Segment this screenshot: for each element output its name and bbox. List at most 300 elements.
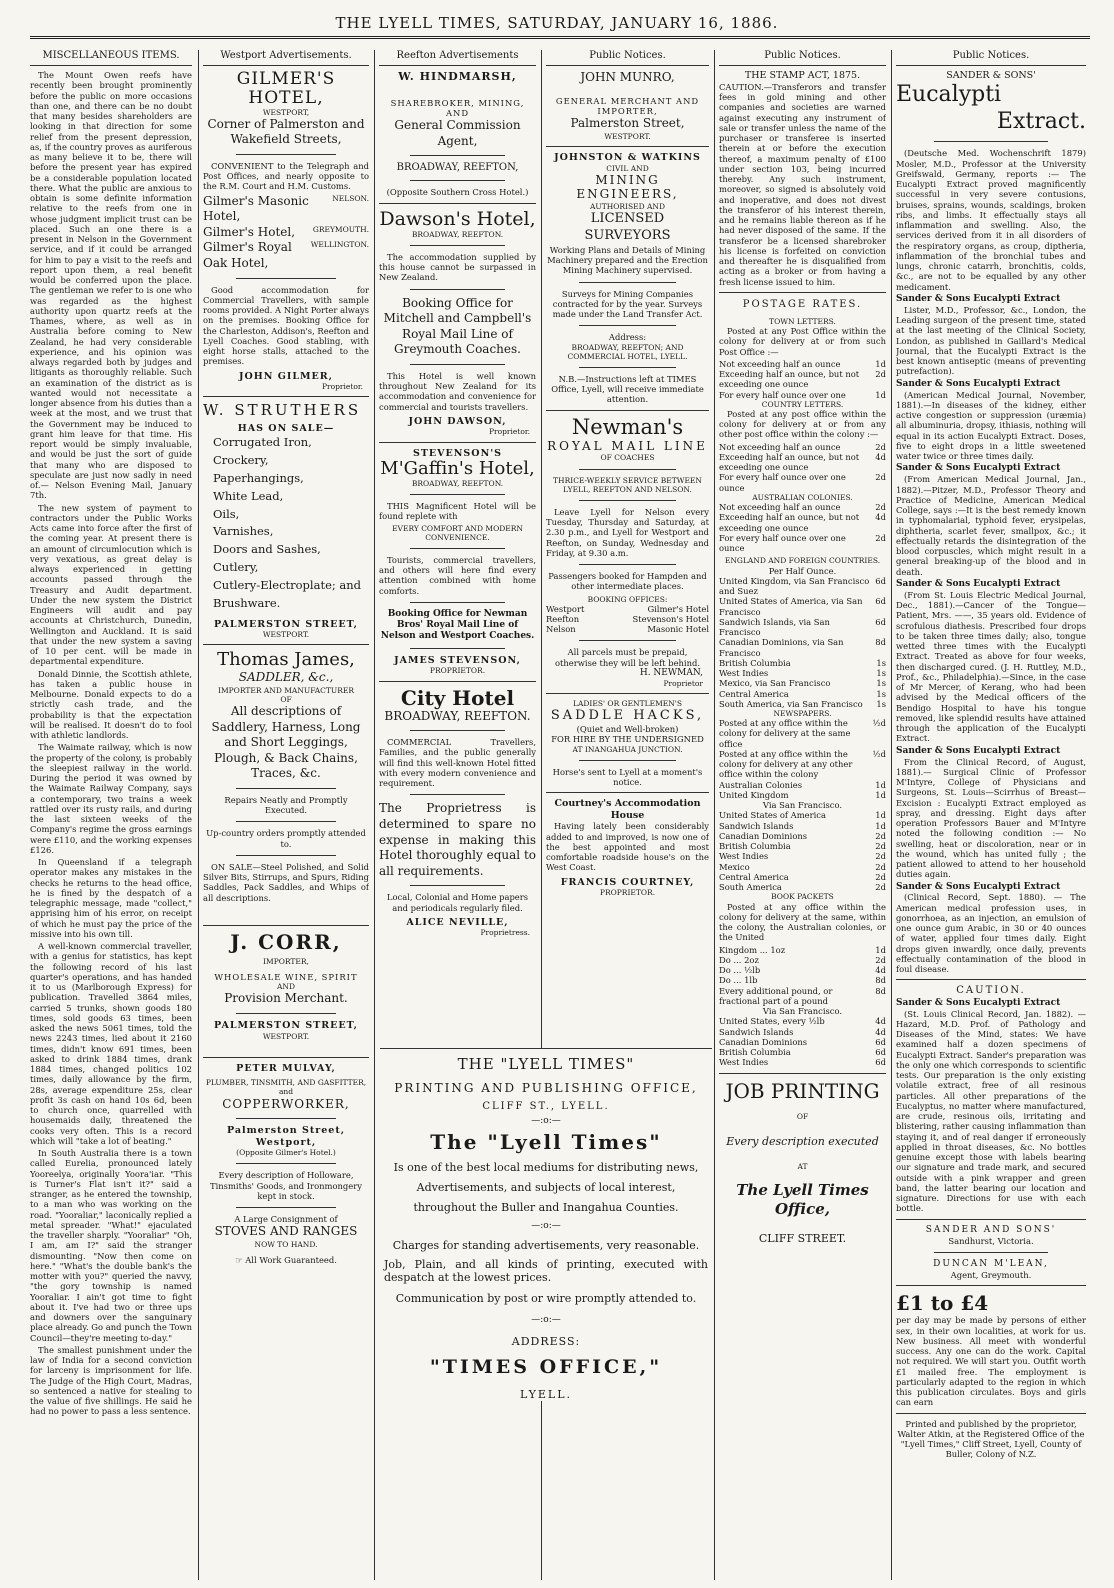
article-paragraph: A well-known commercial traveller, with a genius for statistics, has kept the following record of his last quarter's operations, and has handed it to us (Marlborough Express) for publication. Travelled 3864 miles, carried 5 trunks, shown goods 180 times, sold goods 63 times, been asked the news 5061 times, told the news 2243 times, lied about it 2160 times, didn't know 691 times, been asked to drink 1884 times, drank 1884 times, changed politics 102 times, daily allowance by the firm, 28s, average expenditure 25s, clear profit 3s cash on hand 10s 6d, been to church once, quarrelled with housemaids daily, threatened the cooks very often. This is a record which will "take a lot of beating." — [30, 941, 192, 1146]
rate-label: For every half ounce over one — [719, 389, 846, 400]
subhead: Sander & Sons Eucalypti Extract — [896, 463, 1061, 474]
note: (Opposite Gilmer's Hotel.) — [236, 1148, 336, 1158]
rate-table — [719, 1016, 886, 1067]
divider — [410, 364, 504, 365]
mulvay-title: PETER MULVAY, — [236, 1062, 336, 1074]
ad-text: Agent, Greymouth. — [950, 1269, 1032, 1280]
divider — [546, 146, 709, 147]
rate-label: United Kingdom, via San Francisco and Suez — [719, 575, 870, 597]
rate-row — [719, 780, 886, 790]
rate-label: Exceeding half an ounce, but not exceeding one ounce — [719, 369, 860, 390]
ad-text: ON SALE—Steel Polished, and Solid Silver Bits, Stirrups, and Spurs, Riding Saddles, Pack Saddles, and Whips of all descriptions. — [203, 861, 369, 903]
trade: COPPERWORKER, — [222, 1096, 350, 1111]
proprietor-title: Proprietress. — [480, 928, 530, 938]
office-town: Nelson — [546, 624, 576, 635]
rate-label: Mexico, via San Francisco — [719, 678, 831, 689]
rate-value: 1s — [876, 678, 886, 689]
courtney-title: Courtney's Accommodation House — [554, 798, 701, 821]
trade: LICENSED SURVEYORS — [584, 211, 671, 244]
ad-text: Leave Lyell for Nelson every Tuesday, Thursday and Saturday, at 2.30 p.m., and Lyell for Westport and Reefton, on Sunday, Wednesday and Friday, at 9.30 a.m. — [546, 506, 709, 558]
on-sale: HAS ON SALE— — [237, 422, 335, 434]
rate-row — [719, 1037, 886, 1047]
ad-text: Address: — [608, 332, 647, 343]
rate-row — [719, 821, 886, 831]
proprietor-name: H. NEWMAN, — [639, 667, 703, 678]
note: (Opposite Southern Cross Hotel.) — [386, 187, 529, 198]
city-hotel-title: City Hotel — [400, 685, 515, 710]
divider — [410, 155, 504, 156]
column-rule — [714, 50, 715, 1580]
trade: LADIES' OR GENTLEMEN'S — [572, 699, 682, 709]
jw-title: JOHNSTON & WATKINS — [554, 152, 701, 164]
thomas-james-title: Thomas James, — [217, 649, 355, 671]
hotel-name: Gilmer's Masonic Hotel, — [203, 193, 309, 224]
rate-label: Canadian Dominions, via San Francisco — [719, 637, 844, 658]
rate-row — [719, 831, 886, 841]
column-public-notices-1 — [546, 50, 709, 1030]
ad-text: CLIFF STREET. — [758, 1231, 847, 1245]
subhead: Via San Francisco. — [762, 1006, 843, 1017]
divider — [236, 1163, 336, 1164]
rate-label: British Columbia — [719, 841, 791, 852]
article-paragraph: The smallest punishment under the law of India for a second conviction for larceny is imprisonment for life. The Judge of the High Court, Madras, so sentenced a native for stealing to the value of five shillings. He said he had no power to pass a less sentence. — [30, 1344, 192, 1417]
ad-text: Communication by post or wire promptly attended to. — [395, 1292, 697, 1306]
subhead: COUNTRY LETTERS. — [761, 399, 844, 409]
rate-row — [719, 841, 886, 851]
ad-text: CAUTION.—Transferors and transfer fees in gold mining and other companies and societies are warned against executing any instrument of sale or transfer unless the name of the purchaser or transferee is inserted therein at or before the execution thereof, a maximum penalty of £100 under section 103, being incurred thereby. Any such instrument, moreover, so signed is absolutely void and inoperative, and does not divest the transferor of his interest therein, and he remains liable thereon as if he had never disposed of the same. If the transferor be a licensed sharebroker his license is forfeited on conviction and thereafter he is disqualified from acting as a broker or from having a fresh license issued to him. — [719, 81, 886, 287]
rate-value: 4d — [875, 512, 886, 523]
testimonial: (From American Medical Journal, Jan., 1882).—Pitzer, M.D., Professor Theory and Practice of Medicine, American Medical College, says :—It is the best remedy known in typhomalarial, typhoid fever, erysipelas, diphtheria, scarlet fever, smallpox, &c.; it effectually retards the disintegration of the blood corpuscles, which might result in a general breaking-up of the blood and in death. — [896, 474, 1086, 577]
column-rule — [891, 50, 892, 1580]
rate-row — [719, 955, 886, 965]
article-paragraph: In Queensland if a telegraph operator makes any mistakes in the checks he returns to the head office, he is fined by the despatch of a telegraphic message, made "collect," apprising him of his error, on receipt of which he must pay the price of the missive into his own till. — [30, 857, 192, 939]
divider — [546, 410, 709, 411]
column-rule — [374, 50, 375, 1580]
subhead: Sander & Sons Eucalypti Extract — [896, 745, 1061, 756]
proprietor-name: JAMES STEVENSON, — [394, 654, 521, 666]
trade: SHAREBROKER, MINING, AND — [390, 97, 525, 118]
newman-title: Newman's — [571, 414, 684, 439]
masthead: THE LYELL TIMES, SATURDAY, JANUARY 16, 1886. — [335, 14, 779, 32]
divider — [579, 469, 677, 470]
sander-title: SANDER & SONS' — [946, 70, 1036, 82]
rate-label: Every additional pound, or fractional part of a pound — [719, 985, 833, 1006]
rate-label: Do ... 1lb — [719, 975, 758, 986]
trade: SADDLER, &c., — [238, 670, 334, 685]
munro-title: JOHN MUNRO, — [580, 70, 675, 85]
rate-label: West Indies — [719, 668, 769, 679]
trade: MINING ENGINEERS, — [576, 172, 679, 202]
rate-value: 2d — [875, 882, 886, 893]
town: WESTPORT. — [604, 131, 651, 141]
trade: IMPORTER, — [263, 956, 309, 966]
stamp-title: THE STAMP ACT, 1875. — [744, 70, 861, 82]
rate-row — [719, 658, 886, 668]
lyell-times-ad — [380, 1048, 712, 1401]
rate-label: Posted at any office within the colony for delivery at the same office — [719, 718, 851, 749]
rate-label: United States, every ½lb — [719, 1016, 825, 1027]
ad-text: THRICE-WEEKLY SERVICE BETWEEN LYELL, REEFTON AND NELSON. — [553, 475, 702, 494]
ad-text: (Quiet and Well-broken) — [576, 724, 679, 735]
ad-text: The accommodation supplied by this house cannot be surpassed in New Zealand. — [379, 251, 536, 283]
column-heading: Public Notices. — [896, 50, 1086, 66]
ad-text: (St. Louis Clinical Record, Jan. 1882). —Hazard, M.D. Prof. of Pathology and Diseases of the Mind, states: We have examined half a dozen specimens of Eucalypti Extract. Sander's preparation was the only one which corresponds to scientific tests. Our preparation is the only existing volatile extract, free of all resinous particles. All other preparations of the Eucalyptus, no matter where manufactured, are crude, resinous oils, irritating and blistering, rather causing inflammation than staying it, and of real danger if erroneously applied in throat diseases, &c. No bottles genuine except those with labels bearing our signature and trade mark, and secured outside with a pink wrapper and green band, the latter bearing our location and signature. Directions for use with each bottle. — [896, 1008, 1086, 1214]
column-heading: MISCELLANEOUS ITEMS. — [30, 50, 192, 66]
subhead: Sander & Sons Eucalypti Extract — [896, 293, 1061, 304]
stoves: STOVES AND RANGES — [214, 1224, 358, 1239]
ad-text: COMMERCIAL Travellers, Families, and the public generally will find this well-known Hotel fitted with every modern convenience and requirement. — [379, 737, 536, 789]
ad-text: Repairs Neatly and Promptly Executed. — [224, 794, 348, 816]
divider — [579, 760, 677, 761]
trade: WHOLESALE WINE, SPIRIT — [214, 972, 358, 983]
testimonial: Lister, M.D., Professor, &c., London, the Leading surgeon of the present time, stated at the last meeting of the Clinical Society, London, as published in Gaillard's Medical Journal, that the Eucalypti Extract is the best known antiseptic (means of preventing putrefaction). — [896, 304, 1086, 377]
rate-value: 1d — [875, 789, 886, 800]
subhead: Sander & Sons Eucalypti Extract — [896, 578, 1061, 589]
ad-text: AT INANGAHUA JUNCTION. — [572, 744, 683, 754]
rate-value: 2d — [875, 954, 886, 965]
divider — [236, 855, 336, 856]
goods-item: Crockery, — [213, 453, 269, 468]
goods-item: White Lead, — [213, 488, 284, 503]
testimonial: (American Medical Journal, November, 1881).—In diseases of the kidney, either active congestion or suppression (uræmia) all albuminuria, dropsy, ithiasis, nothing will equal in its action Eucalypti Extract. Doses, five to eight drops in a little sweetened water twice or three times daily. — [896, 389, 1086, 462]
ad-text: A Large Consignment of — [234, 1214, 338, 1225]
ad-text: Surveys for Mining Companies contracted for by the year. Surveys made under the Land Transfer Act. — [552, 288, 703, 320]
stevenson: STEVENSON'S — [412, 447, 503, 459]
goods-item: Cutlery, — [213, 560, 259, 575]
rate-row — [719, 359, 886, 369]
ad-text: Local, Colonial and Home papers and periodicals regularly filed. — [386, 892, 529, 913]
masthead-rule — [30, 36, 1090, 39]
rate-value: 1s — [876, 657, 886, 668]
rate-row — [719, 452, 886, 473]
rate-value: 2d — [875, 472, 886, 483]
ad-text: Booking Office for Newman Bros' Royal Mail Line of Nelson and Westport Coaches. — [380, 608, 535, 641]
ornament: —:o:— — [531, 1315, 561, 1326]
divider — [896, 979, 1086, 980]
rate-row — [719, 1027, 886, 1037]
column-heading: Westport Advertisements. — [203, 50, 369, 66]
ad-text: Job, Plain, and all kinds of printing, executed with despatch at the lowest prices. — [384, 1258, 708, 1285]
caution-title: CAUTION. — [956, 985, 1026, 997]
times-office: "TIMES OFFICE," — [429, 1356, 663, 1379]
rate-label: United Kingdom — [719, 789, 789, 800]
rate-label: Do ... 2oz — [719, 954, 759, 965]
column-rule — [198, 50, 199, 1580]
article-paragraph: The new system of payment to contractors under the Public Works Acts came into force after the first of the coming year. At present there is an amount of circumlocution which is very vexatious, as great delay is always experienced in getting accounts passed through the Treasury and Audit department. Under the new system the District Engineers will audit and pay accounts at Christchurch, Dunedin, Wellington and Auckland. It is said that under the new system a saving of 10 per cent. will be made in departmental expenditure. — [30, 502, 192, 667]
column-heading: Reefton Advertisements — [379, 50, 536, 66]
rate-value: 4d — [875, 451, 886, 462]
ad-text: All parcels must be prepaid, otherwise they will be left behind. — [554, 647, 701, 668]
rate-value: 2d — [875, 369, 886, 380]
divider — [203, 644, 369, 645]
divider — [934, 1252, 1048, 1253]
ad-text: LYELL. — [520, 1388, 572, 1402]
proprietor-name: FRANCIS COURTNEY, — [560, 876, 695, 888]
trade: PLUMBER, TINSMITH, AND GASFITTER, and — [205, 1078, 367, 1097]
trade: AND — [277, 982, 295, 992]
ad-text: Every description of Holloware, Tinsmiths' Goods, and Ironmongery kept in stock. — [210, 1170, 362, 1201]
divider — [236, 154, 336, 155]
ad-text: Having lately been considerably added to and improved, is now one of the best appointed and most comfortable roadside house's on the West Coast. — [546, 821, 709, 873]
divider — [379, 681, 536, 682]
street: Palmerston Street, — [570, 116, 685, 131]
office-town: Westport — [546, 603, 585, 614]
street: BROADWAY, REEFTON. — [411, 478, 504, 488]
rate-value: 6d — [875, 1057, 886, 1068]
rate-label: Central America — [719, 688, 789, 699]
lt-big-title: The "Lyell Times" — [430, 1130, 662, 1154]
ad-text: Charges for standing advertisements, very reasonable. — [392, 1239, 700, 1253]
lt-heading: THE "LYELL TIMES" — [457, 1055, 635, 1073]
rate-value: 1d — [875, 358, 886, 369]
goods-item: Varnishes, — [213, 524, 274, 539]
rate-value: 1d — [875, 820, 886, 831]
gilmer-title: GILMER'S HOTEL, — [236, 69, 336, 108]
street: BROADWAY, REEFTON. — [411, 229, 504, 239]
struthers-title: W. STRUTHERS — [203, 401, 362, 420]
rate-label: Mexico — [719, 861, 750, 872]
trade: GENERAL MERCHANT AND IMPORTER, — [555, 95, 700, 117]
article-paragraph: The Waimate railway, which is now the property of the colony, is probably the sleepiest railway in the world. During the period it was owned by the Waimate Railway Company, says a contemporary, two trains a week rattled over its rusty rails, and during the last sixteen weeks of the Company's regime the gross earnings were £110, and the working expenses £126. — [30, 742, 192, 855]
proprietor-name: ALICE NEVILLE, — [406, 916, 509, 928]
rate-label: Sandwich Islands — [719, 820, 794, 831]
rate-row — [719, 472, 886, 493]
rate-row — [719, 810, 886, 820]
column-miscellaneous — [30, 50, 192, 1580]
ornament: —:o:— — [531, 1221, 561, 1232]
town: WESTPORT. — [262, 1031, 310, 1041]
divider — [410, 494, 504, 495]
money-headline: £1 to £4 — [896, 1291, 989, 1316]
address: Corner of Palmerston and Wakefield Streets, — [207, 116, 365, 147]
rate-label: Sandwich Islands — [719, 1026, 794, 1037]
rate-row — [719, 533, 886, 554]
street: PALMERSTON STREET, — [214, 1020, 358, 1032]
rate-label: Not exceeding half an ounce — [719, 502, 841, 513]
article-paragraph: In South Australia there is a town called Eurelia, pronounced lately Yooreelya, originally Yoora'iar. "This is Turner's Flat isn't it?" said a stranger, as he entered the township, to a man who was working on the road. "Yooraliar," laconically replied a metal spreader. "What!" ejaculated the traveller sharply. "Yooraliar" "Oh, I am, am I?" said the stranger dismounting. "Now then come on here." "What's the double bank's the motter with you?" queried the navvy, "the gory township is named Yooraliar. I ain't got time to fight about it. I've had two or three ups and downers over the sanguinary place already. Go and punch the Town Council—they're meeting to-day." — [30, 1148, 192, 1343]
rate-row — [719, 1047, 886, 1057]
proprietor-title: PROPRIETOR. — [429, 666, 486, 676]
testimonial: (From St. Louis Electric Medical Journal, Dec., 1881).—Cancer of the Tongue—Patient, Mrs. ——, 35 years old. Evidence of scrofulous diathesis. Prescribed four drops to be taken three times daily; also, tongue wetted three times with the Eucalypti Extract. Treated as above for four weeks, then discharged cured. (J. H. Ruttley, M.D., Prof., &c., Philadelphia).—Since, in the case of Mr Mercer, of Kerang, who had been advised by the Medical officers of the Bendigo Hospital to have his tongue removed, like splendid results have attained through the application of the Eucalypti Extract. — [896, 589, 1086, 744]
rate-row — [719, 1057, 886, 1067]
divider — [579, 640, 677, 641]
rate-value: 6d — [875, 1047, 886, 1058]
divider — [410, 730, 504, 731]
rate-value: 1d — [875, 810, 886, 821]
rate-label: South America — [719, 882, 782, 893]
rate-value: 8d — [875, 985, 886, 996]
subhead: Sander & Sons Eucalypti Extract — [896, 378, 1061, 389]
rate-row — [719, 596, 886, 617]
subhead: Via San Francisco. — [762, 800, 843, 811]
rate-label: Exceeding half an ounce, but not exceeding one ounce — [719, 512, 860, 533]
rate-value: 2d — [875, 871, 886, 882]
goods-item: Doors and Sashes, — [213, 542, 321, 557]
postage-title: POSTAGE RATES. — [742, 298, 863, 310]
rate-label: For every half ounce over one ounce — [719, 532, 846, 554]
subhead: ENGLAND AND FOREIGN COUNTRIES. — [724, 556, 881, 566]
ad-text: per day may be made by persons of either sex, in their own localities, at work for us. New business. All meet with wonderful success. Any one can do the work. Capital not required. We will start you. Outfit worth £1 mailed free. The employment is particularly adapted to the region in which this publication circulates. Boys and girls can earn — [896, 1315, 1086, 1408]
rate-table — [719, 576, 886, 709]
goods-item: Cutlery-Electroplate; and — [213, 577, 362, 592]
ad-text: BOOKING OFFICES: — [587, 594, 668, 604]
ad-text: All descriptions of Saddlery, Harness, Long and Short Leggings, Plough, & Back Chains, Traces, &c. — [211, 703, 361, 781]
rate-label: Not exceeding half an ounce — [719, 441, 841, 452]
ad-text: CONVENIENT to the Telegraph and Post Offices, and nearly opposite to the R.M. Court and H.M. Customs. — [203, 160, 369, 192]
ad-text: N.B.—Instructions left at TIMES Office, Lyell, will receive immediate attention. — [551, 373, 704, 405]
rate-label: United States of America — [719, 810, 826, 821]
rate-table — [719, 945, 886, 1007]
rate-value: ½d — [872, 718, 886, 729]
goods-item: Brushware. — [213, 595, 281, 610]
divider — [410, 794, 504, 795]
rate-row — [719, 790, 886, 800]
ad-text: THIS Magnificent Hotel will be found replete with — [379, 501, 536, 522]
divider — [719, 292, 886, 293]
divider — [410, 180, 504, 181]
rate-value: 6d — [875, 575, 886, 586]
hotel-town: NELSON. — [332, 193, 369, 203]
ad-text: The Proprietress is determined to spare no expense in making this Hotel thoroughly equal to all requirements. — [379, 801, 536, 878]
rate-label: West Indies — [719, 1057, 769, 1068]
column-public-notices-2 — [719, 50, 886, 1580]
agent-name: DUNCAN M'LEAN, — [933, 1258, 1049, 1269]
rate-value: 1s — [876, 688, 886, 699]
rate-value: ½d — [872, 748, 886, 759]
sanders-sig: SANDER AND SONS' — [925, 1224, 1057, 1235]
ad-text: FOR HIRE BY THE UNDERSIGNED — [551, 734, 704, 745]
divider — [379, 203, 536, 204]
rate-row — [719, 512, 886, 533]
ad-text: ADDRESS: — [511, 1335, 581, 1349]
divider — [896, 1413, 1086, 1414]
rate-row — [719, 617, 886, 638]
rate-row — [719, 1016, 886, 1026]
rate-value: 6d — [875, 1036, 886, 1047]
rate-label: British Columbia — [719, 1047, 791, 1058]
divider — [896, 1285, 1086, 1286]
divider — [203, 396, 369, 397]
ad-text: Every description executed — [726, 1134, 879, 1148]
rate-row — [719, 965, 886, 975]
testimonial: (Clinical Record, Sept. 1880). — The American medical profession uses, in gonorrhoea, as an injection, an emulsion of one ounce gum Arabic, in 30 or 40 ounces of water, applied four times daily. Eight drops given inwardly, once daily, prevents effectually contamination of the blood in foul disease. — [896, 892, 1086, 975]
proprietor-name: JOHN GILMER, — [239, 370, 333, 382]
divider — [579, 367, 677, 368]
rate-label: Central America — [719, 871, 789, 882]
ad-text: Is one of the best local mediums for distributing news, Advertisements, and subjects of local interest, throughout the Buller and Inangahua Counties. — [393, 1161, 699, 1214]
proprietor-title: Proprietor. — [321, 382, 363, 392]
proprietor-title: PROPRIETOR. — [599, 888, 656, 898]
column-heading: Public Notices. — [719, 50, 886, 66]
column-public-notices-3 — [896, 50, 1086, 1580]
rate-table — [719, 810, 886, 892]
rate-row — [719, 668, 886, 678]
divider — [934, 141, 1048, 142]
extract: Extract. — [996, 108, 1086, 134]
rate-row — [719, 945, 886, 955]
trade: ROYAL MAIL LINE — [547, 438, 708, 453]
rate-label: Kingdom ... 1oz — [719, 944, 786, 955]
rate-row — [719, 872, 886, 882]
divider — [579, 500, 677, 501]
ad-text: EVERY COMFORT AND MODERN CONVENIENCE. — [392, 523, 523, 542]
divider — [236, 788, 336, 789]
rate-row — [719, 576, 886, 597]
rate-value: 2d — [875, 502, 886, 513]
proprietor-name: JOHN DAWSON, — [408, 415, 507, 427]
rate-value: 4d — [875, 965, 886, 976]
ppo: PRINTING AND PUBLISHING OFFICE, — [394, 1081, 698, 1095]
subhead: Per Half Ounce. — [768, 565, 837, 576]
rate-row — [719, 749, 886, 780]
rate-value: 4d — [875, 1026, 886, 1037]
rate-value: 1d — [875, 389, 886, 400]
ad-text: AT — [797, 1162, 808, 1172]
rate-table — [719, 718, 886, 800]
eucalypti: Eucalypti — [896, 81, 1002, 107]
ad-text: Up-country orders promptly attended to. — [206, 828, 366, 849]
divider — [719, 1073, 886, 1074]
rate-label: South America, via San Francisco — [719, 698, 863, 709]
rate-label: British Columbia — [719, 657, 791, 668]
office-town: Reefton — [546, 613, 580, 624]
subhead: Sander & Sons Eucalypti Extract — [896, 997, 1061, 1008]
divider — [236, 278, 336, 279]
ad-text: Working Plans and Details of Mining Machinery prepared and the Erection Mining Machinery supervised. — [547, 244, 708, 276]
rate-value: 1d — [875, 944, 886, 955]
office-name: The Lyell Times Office, — [736, 1181, 869, 1218]
goods-item: Corrugated Iron, — [213, 435, 312, 450]
street: PALMERSTON STREET, — [214, 618, 358, 630]
rate-row — [719, 678, 886, 688]
article-paragraph: Donald Dinnie, the Scottish athlete, has taken a public house in Melbourne. Donald expects to do a strictly cash trade, and the probability is that the expectation will be realised. It doesn't do to fool with athletic landlords. — [30, 668, 192, 741]
divider — [203, 1057, 369, 1058]
rate-label: For every half ounce over one ounce — [719, 472, 846, 493]
divider — [896, 1219, 1086, 1220]
ad-text: Good accommodation for Commercial Travellers, with sample rooms provided. A Night Porter always on the premises. Booking Office for the Charleston, Addison's, Reefton and Lyell Coaches. Good stabling, with eight horse stalls, attached to the premises. — [203, 284, 369, 367]
rate-label: Not exceeding half an ounce — [719, 358, 841, 369]
rate-label: Exceeding half an ounce, but not exceeding one ounce — [719, 451, 860, 473]
rate-value: 1d — [875, 779, 886, 790]
trade: Provision Merchant. — [224, 991, 348, 1006]
rate-value: 1s — [876, 698, 886, 709]
rate-value: 2d — [875, 830, 886, 841]
ad-text: Horse's sent to Lyell at a moment's notice. — [552, 766, 703, 787]
rate-label: West Indies — [719, 851, 769, 862]
goods-item: Oils, — [213, 506, 240, 521]
divider — [410, 885, 504, 886]
rate-value: 1s — [876, 668, 886, 679]
hotel-name: Gilmer's Hotel, — [203, 224, 296, 239]
rate-value: 2d — [875, 841, 886, 852]
ad-text: Sandhurst, Victoria. — [948, 1235, 1034, 1246]
subhead: BOOK PACKETS — [771, 892, 834, 902]
ad-text: Passengers booked for Hampden and other intermediate places. — [548, 571, 707, 592]
proprietor-title: Proprietor — [663, 678, 703, 688]
town: WESTPORT. — [262, 630, 310, 640]
rate-value: 6d — [875, 616, 886, 627]
rate-row — [719, 975, 886, 985]
ad-text: BROADWAY, REEFTON; AND COMMERCIAL HOTEL, LYELL. — [567, 342, 688, 361]
rate-label: Australian Colonies — [719, 779, 803, 790]
subhead: Sander & Sons Eucalypti Extract — [896, 881, 1061, 892]
rate-value: 6d — [875, 596, 886, 607]
trade: AUTHORISED AND — [589, 201, 666, 211]
subhead: TOWN LETTERS. — [769, 316, 836, 326]
rate-row — [719, 637, 886, 658]
divider — [410, 602, 504, 603]
office-hotel: Masonic Hotel — [647, 624, 709, 635]
